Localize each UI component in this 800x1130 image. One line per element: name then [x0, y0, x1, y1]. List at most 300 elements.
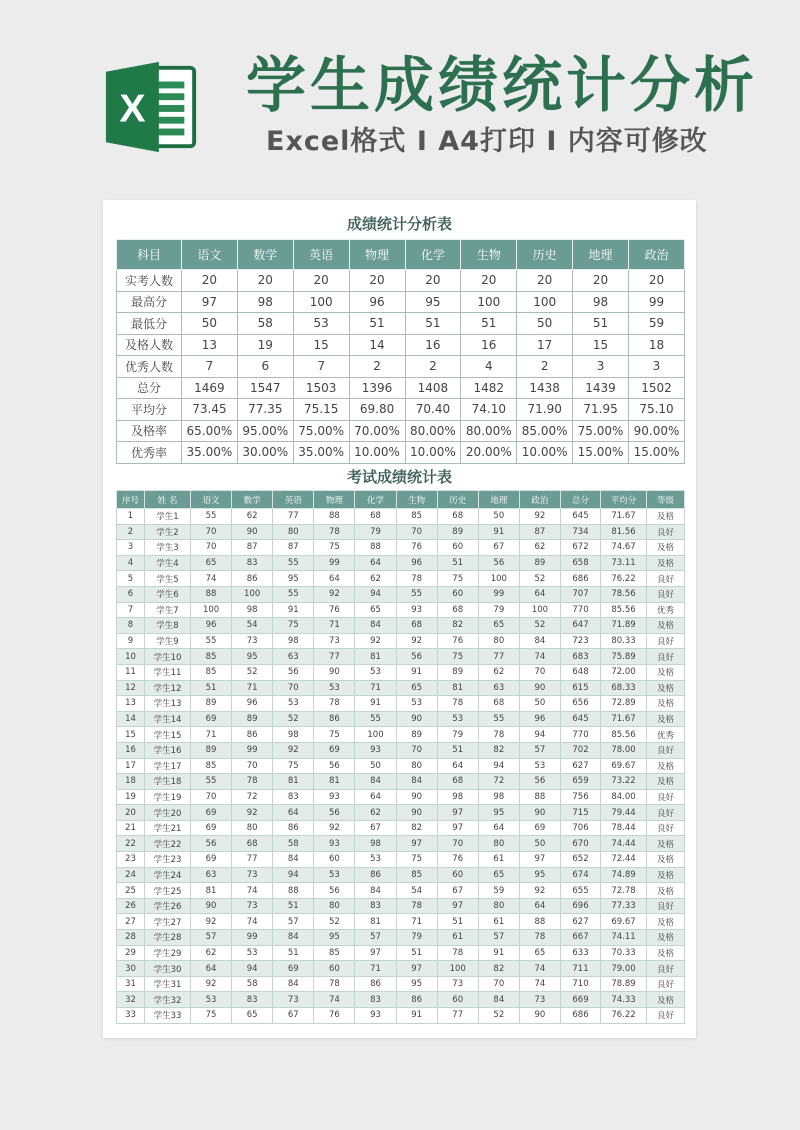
scores-row	[117, 664, 685, 680]
table-cell: 92	[314, 586, 355, 602]
table-cell: 69.67	[601, 758, 647, 774]
table-cell: 及格	[647, 680, 685, 696]
table-cell: 20	[237, 270, 293, 292]
table-cell: 86	[232, 727, 273, 743]
table-cell: 84	[478, 992, 519, 1008]
scores-table	[116, 490, 685, 1024]
table-cell: 79	[478, 602, 519, 618]
table-cell: 77	[314, 649, 355, 665]
table-cell: 69	[191, 852, 232, 868]
table-cell: 79.00	[601, 961, 647, 977]
table-cell: 54	[396, 883, 437, 899]
table-cell: 20	[629, 270, 685, 292]
table-cell: 64	[191, 961, 232, 977]
table-cell: 74	[191, 571, 232, 587]
table-cell: 80	[232, 820, 273, 836]
table-cell: 15	[293, 334, 349, 356]
table-cell: 35.00%	[293, 442, 349, 464]
table-cell: 64	[519, 586, 560, 602]
table-cell: 84	[355, 883, 396, 899]
table-cell: 52	[314, 914, 355, 930]
column-header: 英语	[273, 491, 314, 509]
table-cell: 13	[117, 696, 145, 712]
table-cell: 710	[561, 976, 601, 992]
table-cell: 10.00%	[405, 442, 461, 464]
column-header: 物理	[314, 491, 355, 509]
table-cell: 14	[117, 711, 145, 727]
column-header: 政治	[629, 240, 685, 270]
table-cell: 32	[117, 992, 145, 1008]
table-cell: 674	[561, 867, 601, 883]
table-cell: 89	[232, 711, 273, 727]
table-cell: 51	[273, 898, 314, 914]
table-cell: 90	[396, 805, 437, 821]
table-cell: 学生21	[145, 820, 191, 836]
table-cell: 93	[314, 836, 355, 852]
table-cell: 86	[355, 976, 396, 992]
table-cell: 11	[117, 664, 145, 680]
table-cell: 55	[273, 555, 314, 571]
table-cell: 55	[191, 633, 232, 649]
table-cell: 62	[478, 664, 519, 680]
table-cell: 647	[561, 618, 601, 634]
table-cell: 648	[561, 664, 601, 680]
table-cell: 723	[561, 633, 601, 649]
table-cell: 74.89	[601, 867, 647, 883]
table-cell: 良好	[647, 898, 685, 914]
table-cell: 17	[517, 334, 573, 356]
table-cell: 88	[273, 883, 314, 899]
table-cell: 62	[191, 945, 232, 961]
table-cell: 78	[478, 727, 519, 743]
table-cell: 686	[561, 571, 601, 587]
table-cell: 13	[182, 334, 238, 356]
table-cell: 75	[396, 852, 437, 868]
table-cell: 56	[273, 664, 314, 680]
table-cell: 95	[396, 976, 437, 992]
table-cell: 77.35	[237, 399, 293, 421]
table-cell: 92	[232, 805, 273, 821]
table-cell: 71.67	[601, 509, 647, 525]
table-cell: 94	[519, 727, 560, 743]
summary-row	[117, 420, 685, 442]
table-cell: 优秀	[647, 602, 685, 618]
table-cell: 78	[519, 930, 560, 946]
column-header: 地理	[478, 491, 519, 509]
table-cell: 70	[191, 789, 232, 805]
table-cell: 98	[232, 602, 273, 618]
table-cell: 学生33	[145, 1008, 191, 1024]
table-cell: 良好	[647, 820, 685, 836]
table-cell: 99	[629, 291, 685, 313]
table-cell: 96	[349, 291, 405, 313]
table-cell: 95	[314, 930, 355, 946]
table-cell: 93	[314, 789, 355, 805]
table-cell: 学生30	[145, 961, 191, 977]
table-cell: 76	[314, 1008, 355, 1024]
table-cell: 95.00%	[237, 420, 293, 442]
table-cell: 652	[561, 852, 601, 868]
table-cell: 15.00%	[629, 442, 685, 464]
table-cell: 84	[355, 774, 396, 790]
table-cell: 61	[478, 914, 519, 930]
table-cell: 770	[561, 602, 601, 618]
table-cell: 99	[314, 555, 355, 571]
table-cell: 85	[314, 945, 355, 961]
table-cell: 20	[117, 805, 145, 821]
table-cell: 16	[405, 334, 461, 356]
table-cell: 78	[437, 696, 478, 712]
table-cell: 97	[355, 945, 396, 961]
table-cell: 52	[478, 1008, 519, 1024]
table-cell: 57	[273, 914, 314, 930]
table-cell: 1547	[237, 377, 293, 399]
table-cell: 76	[314, 602, 355, 618]
table-cell: 65	[478, 618, 519, 634]
table-cell: 71.90	[517, 399, 573, 421]
table-cell: 7	[293, 356, 349, 378]
table-cell: 1438	[517, 377, 573, 399]
table-cell: 1439	[573, 377, 629, 399]
table-cell: 627	[561, 758, 601, 774]
table-cell: 61	[437, 930, 478, 946]
table-cell: 65	[232, 1008, 273, 1024]
table-cell: 77	[437, 1008, 478, 1024]
table-cell: 80.00%	[461, 420, 517, 442]
table-cell: 学生20	[145, 805, 191, 821]
table-cell: 89	[437, 664, 478, 680]
scores-row	[117, 820, 685, 836]
table-cell: 69	[519, 820, 560, 836]
table-cell: 学生22	[145, 836, 191, 852]
table-cell: 78	[396, 571, 437, 587]
table-cell: 28	[117, 930, 145, 946]
table-cell: 67	[478, 540, 519, 556]
table-cell: 53	[437, 711, 478, 727]
table-cell: 8	[117, 618, 145, 634]
table-cell: 100	[519, 602, 560, 618]
table-cell: 74.67	[601, 540, 647, 556]
table-cell: 50	[517, 313, 573, 335]
table-cell: 92	[355, 633, 396, 649]
table-cell: 85	[191, 649, 232, 665]
table-cell: 69	[191, 820, 232, 836]
table-cell: 29	[117, 945, 145, 961]
table-cell: 82	[437, 618, 478, 634]
table-cell: 84	[519, 633, 560, 649]
table-cell: 65	[355, 602, 396, 618]
table-cell: 20	[349, 270, 405, 292]
table-cell: 23	[117, 852, 145, 868]
table-cell: 2	[405, 356, 461, 378]
table-cell: 73	[437, 976, 478, 992]
table-cell: 80	[314, 898, 355, 914]
table-cell: 6	[237, 356, 293, 378]
table-cell: 30.00%	[237, 442, 293, 464]
table-cell: 56	[191, 836, 232, 852]
table-cell: 51	[405, 313, 461, 335]
summary-header-row	[117, 240, 685, 270]
table-cell: 64	[355, 555, 396, 571]
table-cell: 53	[519, 758, 560, 774]
table-cell: 99	[478, 586, 519, 602]
scores-row	[117, 789, 685, 805]
table-cell: 81	[437, 680, 478, 696]
table-cell: 70.00%	[349, 420, 405, 442]
column-header: 平均分	[601, 491, 647, 509]
table-cell: 74	[232, 883, 273, 899]
table-cell: 67	[355, 820, 396, 836]
table-cell: 82	[478, 961, 519, 977]
table-cell: 20	[293, 270, 349, 292]
table-cell: 84	[396, 774, 437, 790]
scores-row	[117, 867, 685, 883]
scores-table-title: 考试成绩统计表	[346, 468, 452, 486]
table-cell: 57	[519, 742, 560, 758]
table-cell: 85.56	[601, 727, 647, 743]
column-header: 数学	[237, 240, 293, 270]
table-cell: 715	[561, 805, 601, 821]
table-cell: 60	[314, 852, 355, 868]
scores-row	[117, 883, 685, 899]
table-cell: 实考人数	[117, 270, 182, 292]
table-cell: 20	[182, 270, 238, 292]
table-cell: 学生10	[145, 649, 191, 665]
table-cell: 56	[478, 555, 519, 571]
table-cell: 71	[355, 680, 396, 696]
column-header: 地理	[573, 240, 629, 270]
table-cell: 73	[232, 898, 273, 914]
table-cell: 72.00	[601, 664, 647, 680]
table-cell: 及格	[647, 945, 685, 961]
table-cell: 85	[396, 867, 437, 883]
table-cell: 51	[191, 680, 232, 696]
summary-row	[117, 313, 685, 335]
table-cell: 86	[355, 867, 396, 883]
table-cell: 74	[314, 992, 355, 1008]
table-cell: 54	[232, 618, 273, 634]
table-cell: 75.00%	[293, 420, 349, 442]
table-cell: 78	[314, 524, 355, 540]
table-cell: 18	[117, 774, 145, 790]
table-cell: 16	[117, 742, 145, 758]
summary-row	[117, 356, 685, 378]
table-cell: 97	[396, 961, 437, 977]
table-cell: 71	[232, 680, 273, 696]
table-cell: 76	[396, 540, 437, 556]
scores-row	[117, 914, 685, 930]
scores-row	[117, 509, 685, 525]
table-cell: 57	[478, 930, 519, 946]
table-cell: 74.44	[601, 836, 647, 852]
table-cell: 优秀	[647, 727, 685, 743]
table-cell: 及格	[647, 509, 685, 525]
table-cell: 良好	[647, 742, 685, 758]
table-cell: 98	[573, 291, 629, 313]
table-cell: 25	[117, 883, 145, 899]
table-cell: 92	[314, 820, 355, 836]
table-cell: 学生11	[145, 664, 191, 680]
table-cell: 85.56	[601, 602, 647, 618]
table-cell: 70.33	[601, 945, 647, 961]
table-cell: 53	[232, 945, 273, 961]
table-cell: 学生15	[145, 727, 191, 743]
table-cell: 及格	[647, 867, 685, 883]
table-cell: 72	[232, 789, 273, 805]
table-cell: 20	[573, 270, 629, 292]
table-cell: 84	[273, 976, 314, 992]
table-cell: 734	[561, 524, 601, 540]
table-cell: 7	[117, 602, 145, 618]
table-cell: 74.11	[601, 930, 647, 946]
table-cell: 64	[273, 805, 314, 821]
table-cell: 72.44	[601, 852, 647, 868]
table-cell: 70	[273, 680, 314, 696]
table-cell: 68	[355, 509, 396, 525]
table-cell: 12	[117, 680, 145, 696]
table-cell: 55	[355, 711, 396, 727]
table-cell: 95	[478, 805, 519, 821]
table-cell: 51	[437, 742, 478, 758]
table-cell: 学生31	[145, 976, 191, 992]
table-cell: 及格	[647, 711, 685, 727]
table-cell: 65.00%	[182, 420, 238, 442]
table-cell: 良好	[647, 586, 685, 602]
table-cell: 683	[561, 649, 601, 665]
table-cell: 24	[117, 867, 145, 883]
scores-row	[117, 555, 685, 571]
table-cell: 52	[273, 711, 314, 727]
table-cell: 良好	[647, 976, 685, 992]
table-cell: 80.33	[601, 633, 647, 649]
table-cell: 53	[273, 696, 314, 712]
table-cell: 52	[232, 664, 273, 680]
table-cell: 69	[191, 805, 232, 821]
table-cell: 93	[396, 602, 437, 618]
table-cell: 69	[191, 711, 232, 727]
scores-row	[117, 680, 685, 696]
table-cell: 1502	[629, 377, 685, 399]
table-cell: 72.89	[601, 696, 647, 712]
table-cell: 97	[182, 291, 238, 313]
table-cell: 98	[437, 789, 478, 805]
table-cell: 51	[349, 313, 405, 335]
table-cell: 80	[396, 758, 437, 774]
table-cell: 1	[117, 509, 145, 525]
table-cell: 73	[232, 633, 273, 649]
scores-row	[117, 898, 685, 914]
scores-row	[117, 930, 685, 946]
table-cell: 20	[405, 270, 461, 292]
table-cell: 21	[117, 820, 145, 836]
scores-row	[117, 976, 685, 992]
table-cell: 78.00	[601, 742, 647, 758]
table-cell: 55	[273, 586, 314, 602]
table-cell: 68	[437, 602, 478, 618]
table-cell: 85	[191, 664, 232, 680]
column-header: 政治	[519, 491, 560, 509]
table-cell: 3	[573, 356, 629, 378]
table-cell: 15	[117, 727, 145, 743]
table-cell: 86	[396, 992, 437, 1008]
table-cell: 56	[314, 758, 355, 774]
table-cell: 669	[561, 992, 601, 1008]
table-cell: 83	[232, 555, 273, 571]
table-cell: 56	[314, 805, 355, 821]
table-cell: 75	[437, 649, 478, 665]
table-cell: 73.22	[601, 774, 647, 790]
table-cell: 89	[191, 742, 232, 758]
table-cell: 94	[232, 961, 273, 977]
table-cell: 20	[461, 270, 517, 292]
table-cell: 95	[273, 571, 314, 587]
scores-row	[117, 1008, 685, 1024]
page-title: 学生成绩统计分析	[246, 51, 758, 121]
table-cell: 686	[561, 1008, 601, 1024]
table-cell: 33	[117, 1008, 145, 1024]
table-cell: 86	[273, 820, 314, 836]
table-cell: 61	[478, 852, 519, 868]
table-cell: 76.22	[601, 1008, 647, 1024]
table-cell: 100	[232, 586, 273, 602]
table-cell: 58	[232, 976, 273, 992]
table-cell: 53	[191, 992, 232, 1008]
table-cell: 学生9	[145, 633, 191, 649]
table-cell: 88	[314, 509, 355, 525]
table-cell: 71.89	[601, 618, 647, 634]
table-cell: 50	[519, 696, 560, 712]
table-cell: 62	[519, 540, 560, 556]
table-cell: 90	[314, 664, 355, 680]
table-cell: 91	[396, 664, 437, 680]
table-cell: 658	[561, 555, 601, 571]
table-cell: 91	[355, 696, 396, 712]
table-cell: 56	[314, 883, 355, 899]
table-cell: 69	[273, 961, 314, 977]
table-cell: 71	[314, 618, 355, 634]
table-cell: 学生5	[145, 571, 191, 587]
column-header: 化学	[405, 240, 461, 270]
table-cell: 52	[519, 571, 560, 587]
table-cell: 27	[117, 914, 145, 930]
table-cell: 65	[519, 945, 560, 961]
table-cell: 69.80	[349, 399, 405, 421]
summary-row	[117, 270, 685, 292]
table-cell: 73	[314, 633, 355, 649]
table-cell: 60	[437, 867, 478, 883]
table-cell: 656	[561, 696, 601, 712]
column-header: 语文	[191, 491, 232, 509]
table-cell: 15	[573, 334, 629, 356]
column-header: 姓 名	[145, 491, 191, 509]
excel-logo-icon	[103, 58, 201, 156]
table-cell: 98	[355, 836, 396, 852]
table-cell: 20.00%	[461, 442, 517, 464]
table-cell: 53	[293, 313, 349, 335]
table-cell: 学生24	[145, 867, 191, 883]
table-cell: 学生17	[145, 758, 191, 774]
table-cell: 70	[519, 664, 560, 680]
table-cell: 2	[117, 524, 145, 540]
table-cell: 75.00%	[573, 420, 629, 442]
table-cell: 88	[191, 586, 232, 602]
table-cell: 22	[117, 836, 145, 852]
table-cell: 19	[117, 789, 145, 805]
table-cell: 100	[293, 291, 349, 313]
table-cell: 89	[191, 696, 232, 712]
table-cell: 良好	[647, 571, 685, 587]
table-cell: 98	[273, 727, 314, 743]
